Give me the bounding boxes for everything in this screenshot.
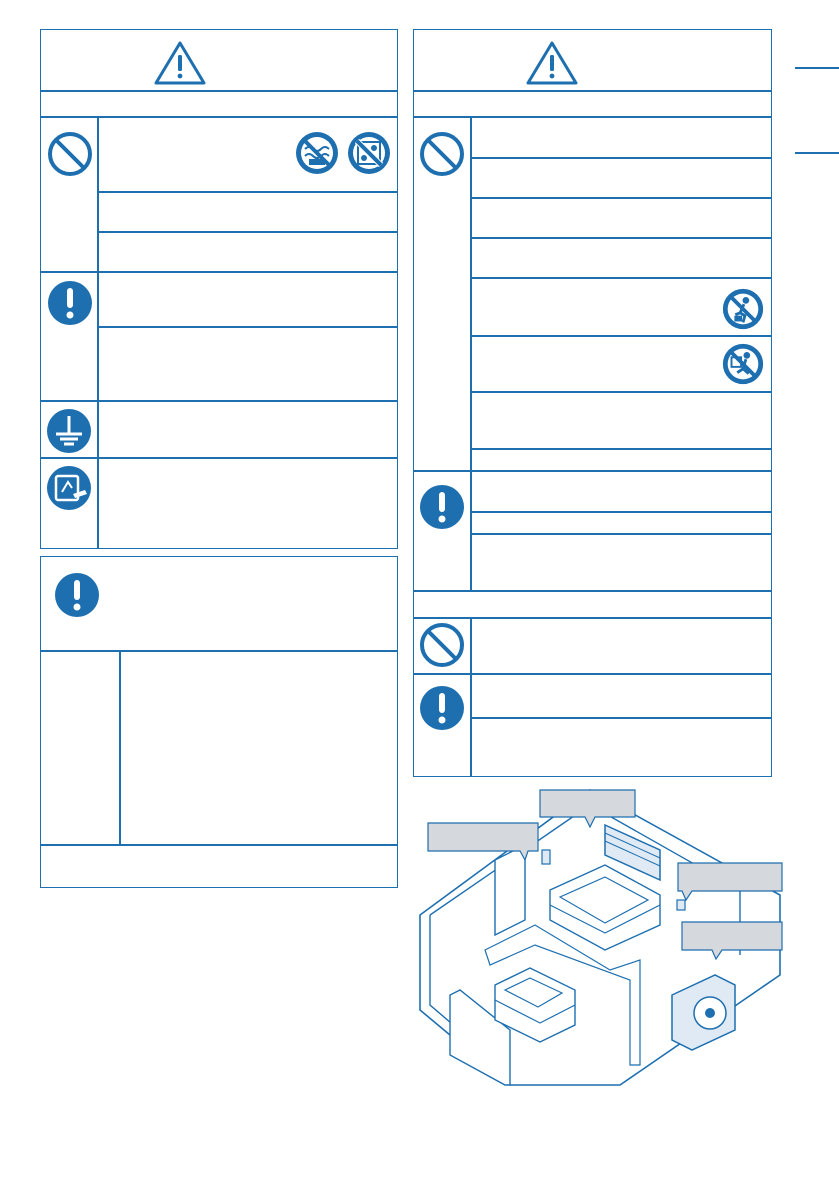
prohibited-circle-icon bbox=[46, 130, 94, 178]
prohibited-circle-icon bbox=[418, 621, 466, 669]
callout-bubble-switch bbox=[428, 823, 538, 860]
page-edge-tab-bottom bbox=[795, 152, 839, 154]
no-child-climb-icon bbox=[720, 286, 766, 332]
no-liquid-icon bbox=[720, 341, 766, 387]
ground-earth-icon bbox=[45, 407, 93, 455]
exclamation-circle-icon bbox=[418, 483, 466, 531]
left-warning-panel bbox=[40, 29, 398, 549]
no-wet-area-icon bbox=[345, 129, 393, 177]
exclamation-circle-icon bbox=[418, 684, 466, 732]
exclamation-circle-icon bbox=[46, 279, 94, 327]
left-caution-panel bbox=[40, 556, 398, 888]
prohibited-circle-icon bbox=[418, 130, 466, 178]
unplug-power-icon bbox=[45, 464, 93, 512]
page-edge-tab-top bbox=[795, 67, 839, 69]
exclamation-circle-icon bbox=[53, 571, 101, 619]
warning-triangle-icon bbox=[525, 40, 579, 86]
no-bathroom-icon bbox=[293, 129, 341, 177]
room-illustration bbox=[410, 785, 790, 1100]
right-warning-panel bbox=[413, 29, 772, 777]
warning-triangle-icon bbox=[153, 40, 207, 86]
